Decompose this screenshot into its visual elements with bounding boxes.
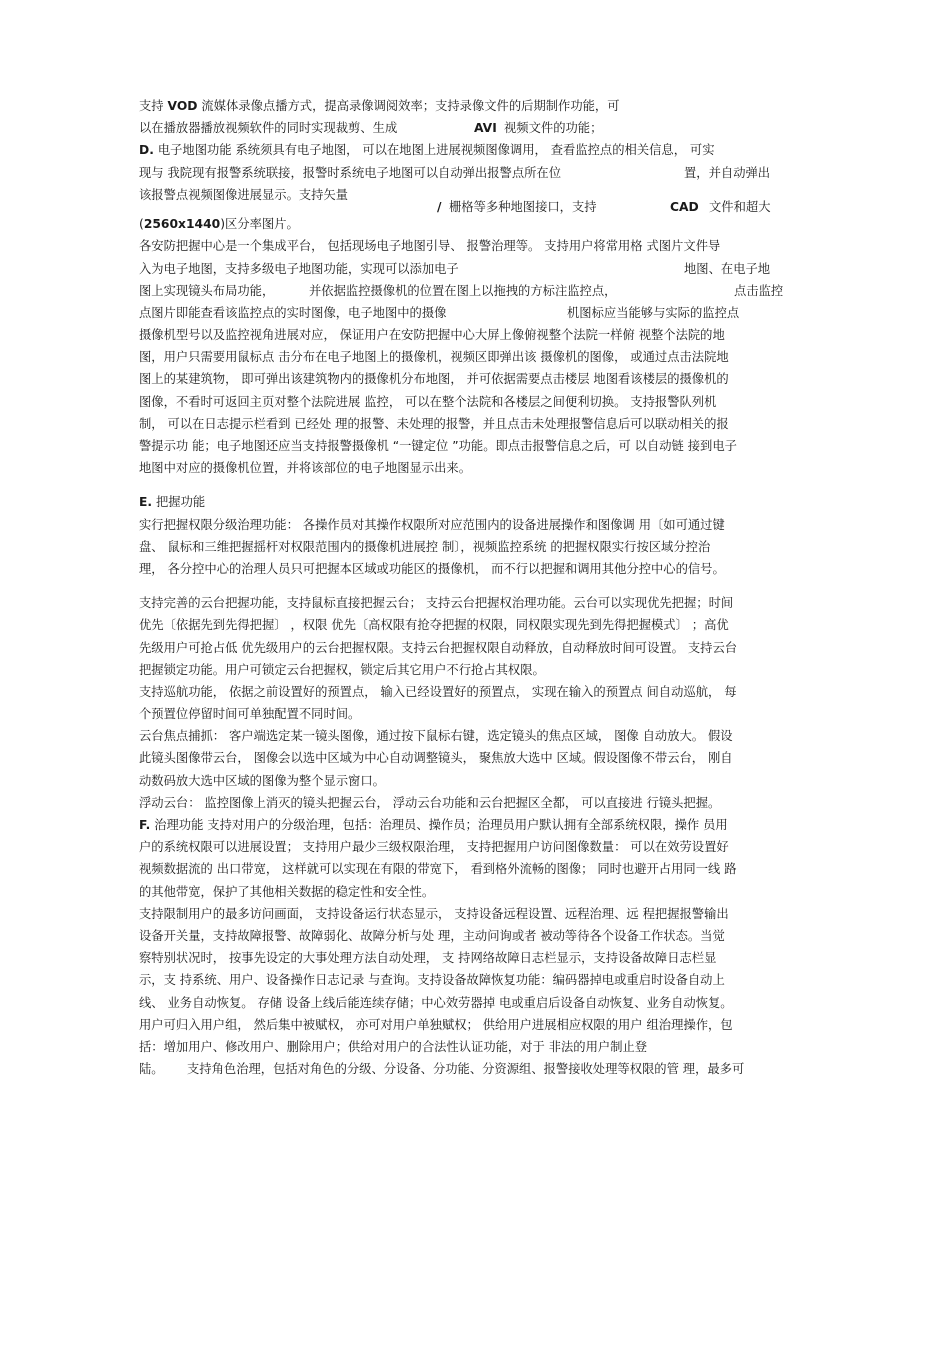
section-f-line: F. 治理功能 支持对用户的分级治理，包括：治理员、操作员；治理员用户默认拥有全部系统权限，操作 员用 [139,818,728,832]
text-line: 察特别状况时， 按事先设定的大事处理方法自动处理， 支 持网络故障日志栏显示，支持设备故障日志栏显 [139,951,717,966]
text-line: 用户可归入用户组， 然后集中被赋权， 亦可对用户单独赋权； 供给用户进展相应权限的用户 组治理操作，包 [139,1017,733,1032]
text-line: 设备开关量，支持故障报警、故障弱化、故障分析与处 理，主动问询或者 被动等待各个设备工作状态。当觉 [139,928,725,943]
text-line: 先级用户可抢占低 优先级用户的云台把握权限。支持云台把握权限自动释放，自动释放时间可设置。 支持云台 [139,640,738,655]
text-line: 现与 我院现有报警系统联接，报警时系统电子地图可以自动弹出报警点所在位 置，并自动弹出 [139,165,771,180]
text-line: 入为电子地图，支持多级电子地图功能，实现可以添加电子 地图、在电子地 [139,261,771,276]
text-line: 云台焦点捕抓： 客户端选定某一镜头图像，通过按下鼠标右键，选定镜头的焦点区域， 图像 自动放大。 假设 [139,729,733,744]
text-line: (2560x1440)区分率图片。 [139,217,299,232]
text-line: 此镜头图像带云台， 图像会以选中区域为中心自动调整镜头， 聚焦放大选中 区域。假设图像不带云台， 刚自 [139,751,733,766]
text-line: 警提示功 能；电子地图还应当支持报警摄像机 “一键定位 ”功能。即点击报警信息之后，可 以自动链 接到电子 [139,439,737,453]
text-line: 支持限制用户的最多访问画面， 支持设备运行状态显示， 支持设备远程设置、远程治理、远 程把握报警输出 [139,906,729,921]
text-line: 理， 各分控中心的治理人员只可把握本区域或功能区的摄像机， 而不行以把握和调用其他分控中心的信号。 [139,561,725,576]
text-line: 图像，不看时可返回主页对整个法院进展 监控， 可以在整个法院和各楼层之间便利切换。 支持报警队列机 [139,394,717,409]
text-line: 实行把握权限分级治理功能： 各操作员对其操作权限所对应范围内的设备进展操作和图像调 用〔如可通过键 [139,517,725,532]
text-line: 图，用户只需要用鼠标点 击分布在电子地图上的摄像机，视频区即弹出该 摄像机的图像， 或通过点击法院地 [139,350,729,365]
text-line: 户的系统权限可以进展设置； 支持用户最少三级权限治理， 支持把握用户访问图像数量： 可以在效劳设置好 [139,840,729,855]
text-line: 把握锁定功能。用户可锁定云台把握权，锁定后其它用户不行抢占其权限。 [139,662,545,677]
document-page [139,95,809,1080]
text-line: 括：增加用户、修改用户、删除用户；供给对用户的合法性认证功能，对于 非法的用户制止登 [139,1039,648,1054]
text-line: 图上实现镜头布局功能， 并依据监控摄像机的位置在图上以拖拽的方标注监控点， 点击监控 [139,283,784,298]
text-line: 地图中对应的摄像机位置，并将该部位的电子地图显示出来。 [139,461,472,476]
text-line: 支持完善的云台把握功能，支持鼠标直接把握云台； 支持云台把握权治理功能。云台可以实现优先把握；时间 [139,596,734,611]
text-line: 各安防把握中心是一个集成平台， 包括现场电子地图引导、 报警治理等。 支持用户将常用格 式图片文件导 [139,239,721,254]
text-line: 的其他带宽，保护了其他相关数据的稳定性和安全性。 [139,884,435,899]
text-line: 支持巡航功能， 依据之前设置好的预置点， 输入已经设置好的预置点， 实现在输入的预置点 间自动巡航， 每 [139,684,737,699]
text-line: 支持 VOD 流媒体录像点播方式，提高录像调阅效率；支持录像文件的后期制作功能，可 [139,99,620,113]
section-e-heading: E. 把握功能 [139,495,206,510]
text-line: 图上的某建筑物， 即可弹出该建筑物内的摄像机分布地图， 并可依据需要点击楼层 地图看该楼层的摄像机的 [139,372,729,387]
text-line: 个预置位停留时间可单独配置不同时间。 [139,707,361,722]
text-line: 该报警点视频图像进展显示。支持矢量 [139,187,349,202]
text-line: / 栅格等多种地图接口，支持 CAD 文件和超大 [437,199,771,214]
text-line: 线、 业务自动恢复。 存储 设备上线后能连续存储；中心效劳器掉 电或重启后设备自动恢复、业务自动恢复。 [139,995,733,1010]
text-line: 示，支 持系统、用户、设备操作日志记录 与查询。支持设备故障恢复功能：编码器掉电或重启时设备自动上 [139,973,725,988]
text-line: 盘、 鼠标和三维把握摇杆对权限范围内的摄像机进展控 制〕，视频监控系统 的把握权限实行按区域分控治 [139,539,711,554]
text-line: 摄像机型号以及监控视角进展对应， 保证用户在安防把握中心大屏上像俯视整个法院一样俯 视整个法院的地 [139,328,725,343]
text-line: 视频数据流的 出口带宽， 这样就可以实现在有限的带宽下， 看到格外流畅的图像； 同时也避开占用同一线 路 [139,862,737,877]
text-line: 浮动云台： 监控图像上消灭的镜头把握云台， 浮动云台功能和云台把握区全都， 可以直接进 行镜头把握。 [139,795,721,810]
text-line: 优先〔依据先到先得把握〕 ，权限 优先〔高权限有抢夺把握的权限，同权限实现先到先得把握模式〕 ；高优 [139,618,729,633]
text-line: 以在播放器播放视频软件的同时实现裁剪、生成 AVI 视频文件的功能； [139,121,603,136]
section-d-line: D. 电子地图功能 系统须具有电子地图， 可以在地图上进展视频图像调用， 查看监控点的相关信息， 可实 [139,143,715,158]
spacer [139,580,809,592]
text-line: 点图片即能查看该监控点的实时图像，电子地图中的摄像 机图标应当能够与实际的监控点 [139,305,740,320]
text-line: 制， 可以在日志提示栏看到 已经处 理的报警、未处理的报警，并且点击未处理报警信息后可以联动相关的报 [139,416,729,431]
text-line: 动数码放大选中区域的图像为整个显示窗口。 [139,773,385,788]
spacer [139,479,809,491]
text-line: 陆。 支持角色治理，包括对角色的分级、分设备、分功能、分资源组、报警接收处理等权限的管 理，最多可 [139,1062,745,1077]
